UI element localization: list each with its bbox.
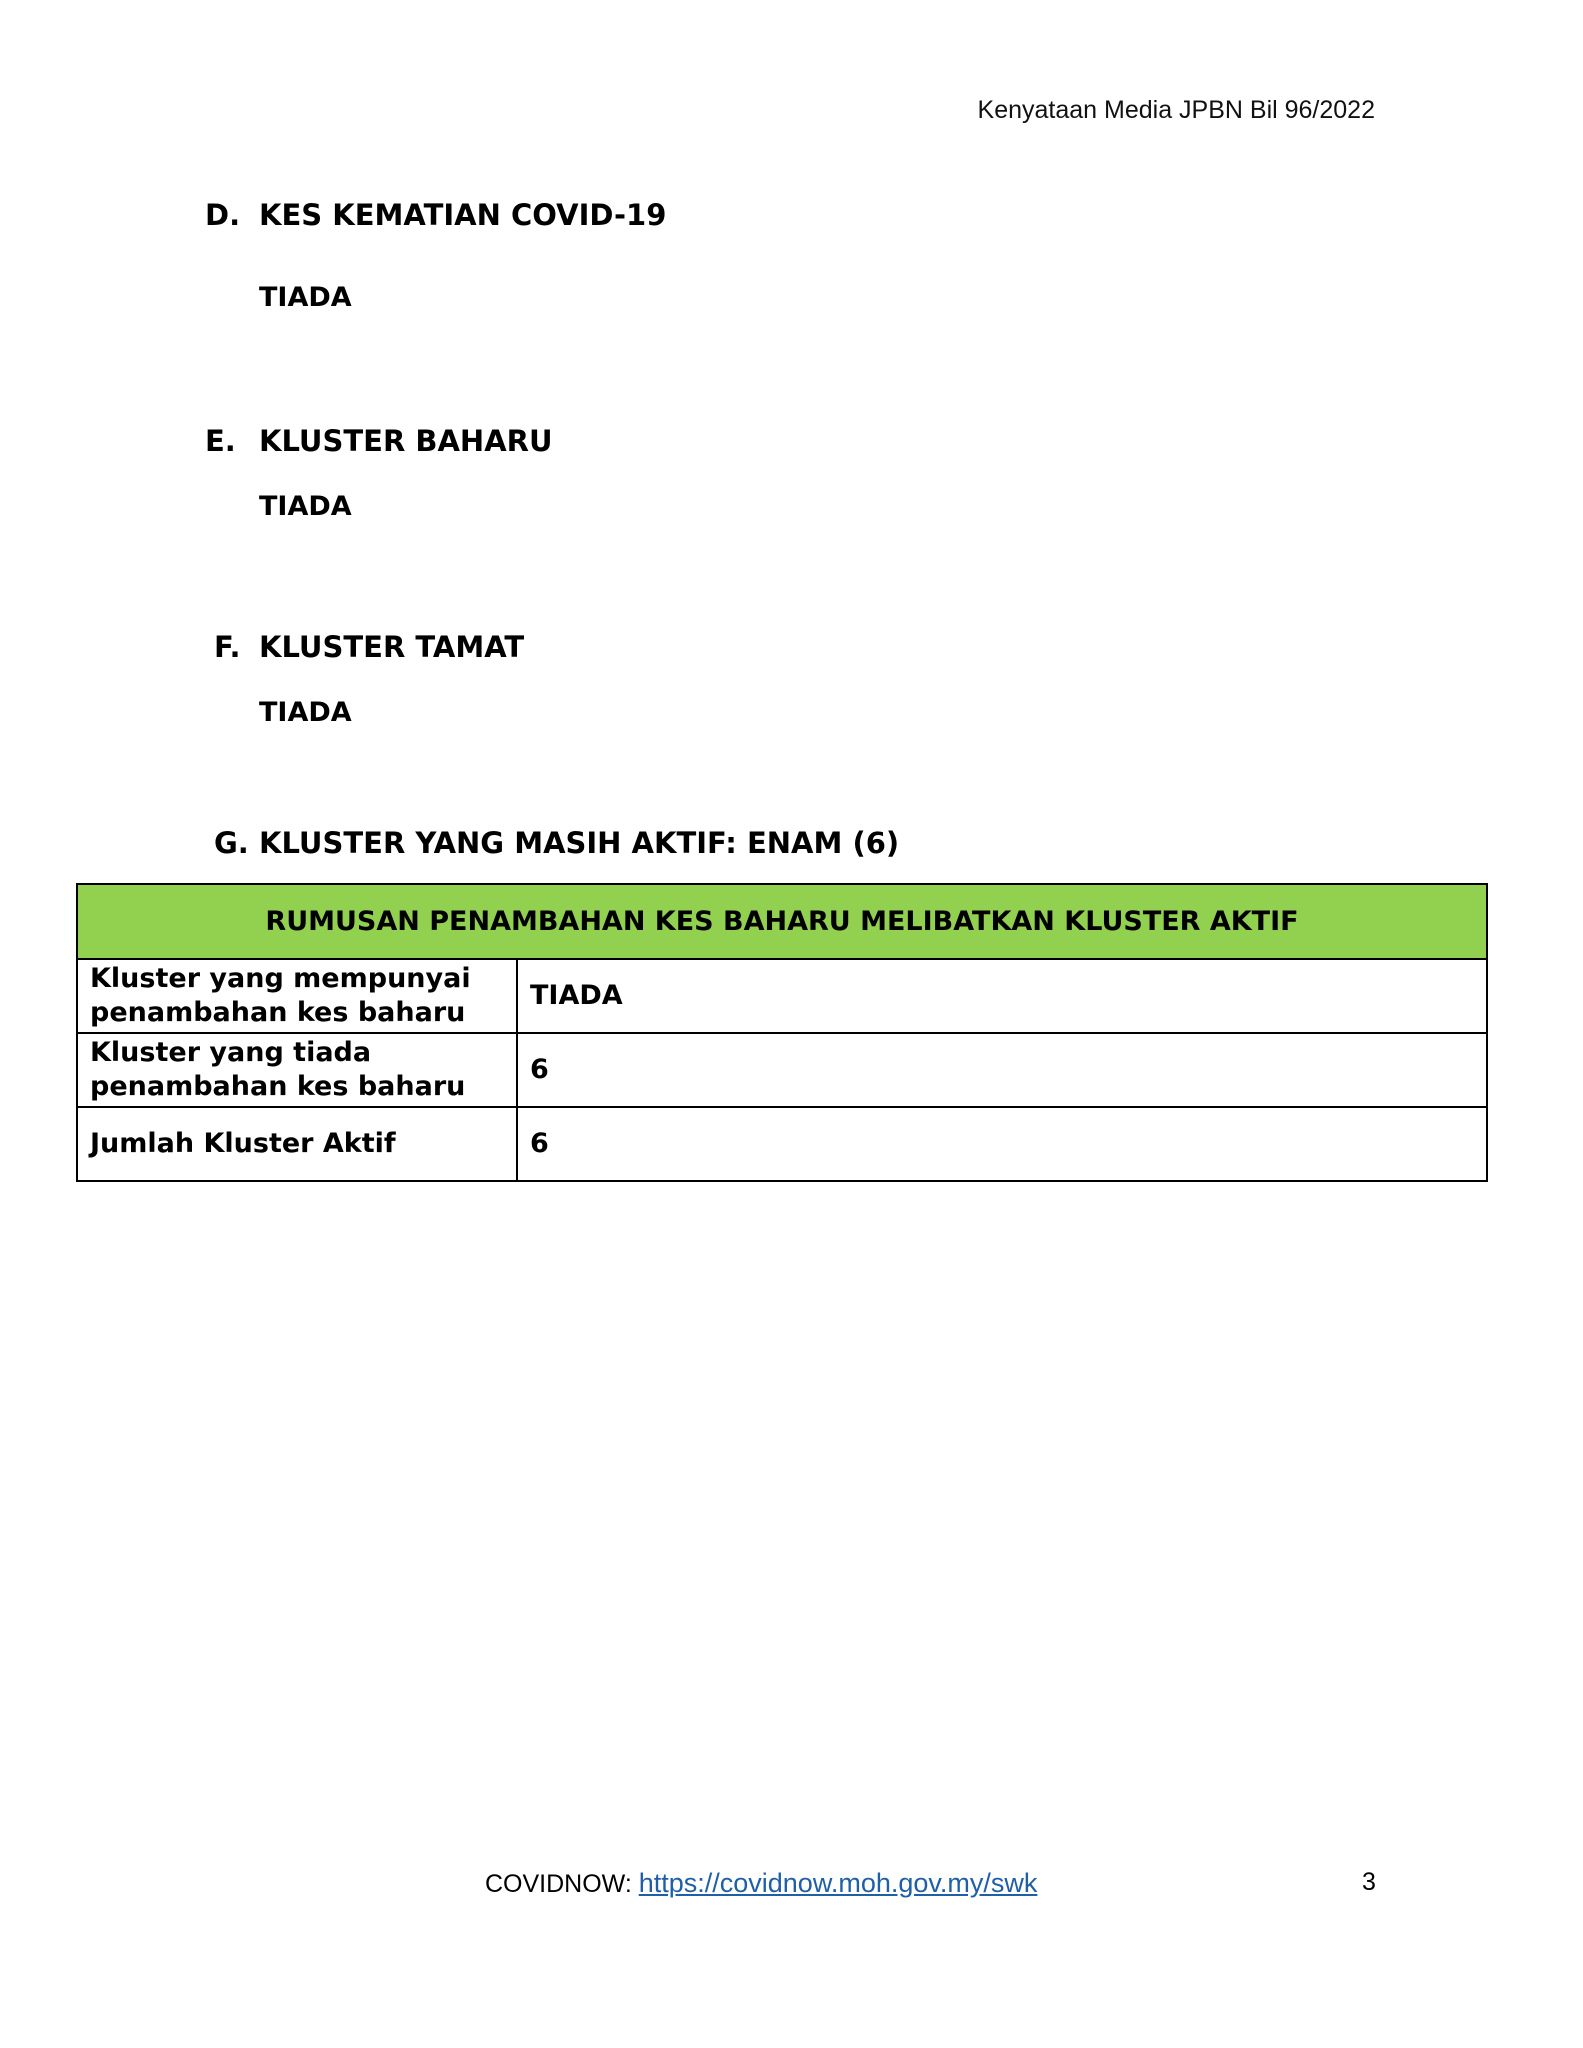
document-reference: Kenyataan Media JPBN Bil 96/2022 (977, 96, 1375, 124)
row-label (77, 959, 517, 1033)
row-label-line: Kluster yang mempunyai (90, 963, 471, 994)
row-value: 6 (517, 1107, 1487, 1181)
section-title: KLUSTER BAHARU (259, 424, 553, 458)
row-value: 6 (517, 1033, 1487, 1107)
footer-prefix: COVIDNOW: (485, 1870, 639, 1898)
table-header-row (77, 884, 1487, 959)
row-value: TIADA (517, 959, 1487, 1033)
active-cluster-summary-table (76, 883, 1488, 1182)
section-title: KLUSTER YANG MASIH AKTIF: ENAM (6) (259, 826, 900, 860)
row-label-line: Kluster yang tiada (90, 1037, 372, 1068)
section-f (205, 630, 1405, 728)
section-letter: F. (214, 630, 241, 664)
footer (485, 1868, 1037, 1899)
page-number: 3 (1362, 1868, 1376, 1896)
section-heading (205, 198, 1405, 232)
section-body: TIADA (259, 282, 352, 313)
section-body: TIADA (259, 697, 352, 728)
table-row (77, 1033, 1487, 1107)
table-row (77, 1107, 1487, 1181)
section-e (205, 424, 1405, 522)
section-heading (205, 424, 1405, 458)
table-row (77, 959, 1487, 1033)
table-header: RUMUSAN PENAMBAHAN KES BAHARU MELIBATKAN KLUSTER AKTIF (77, 884, 1487, 959)
row-label-line: penambahan kes baharu (90, 997, 466, 1028)
row-label: Jumlah Kluster Aktif (77, 1107, 517, 1181)
section-letter: D. (205, 198, 241, 232)
covidnow-link[interactable]: https://covidnow.moh.gov.my/swk (638, 1868, 1038, 1898)
section-heading (205, 630, 1405, 664)
row-label-line: penambahan kes baharu (90, 1071, 466, 1102)
section-title: KES KEMATIAN COVID-19 (259, 198, 667, 232)
section-letter: E. (205, 424, 236, 458)
section-letter: G. (214, 826, 249, 860)
section-title: KLUSTER TAMAT (259, 630, 525, 664)
section-d (205, 198, 1405, 313)
section-heading (205, 826, 1405, 860)
section-body: TIADA (259, 491, 352, 522)
row-label (77, 1033, 517, 1107)
section-g (205, 826, 1405, 860)
